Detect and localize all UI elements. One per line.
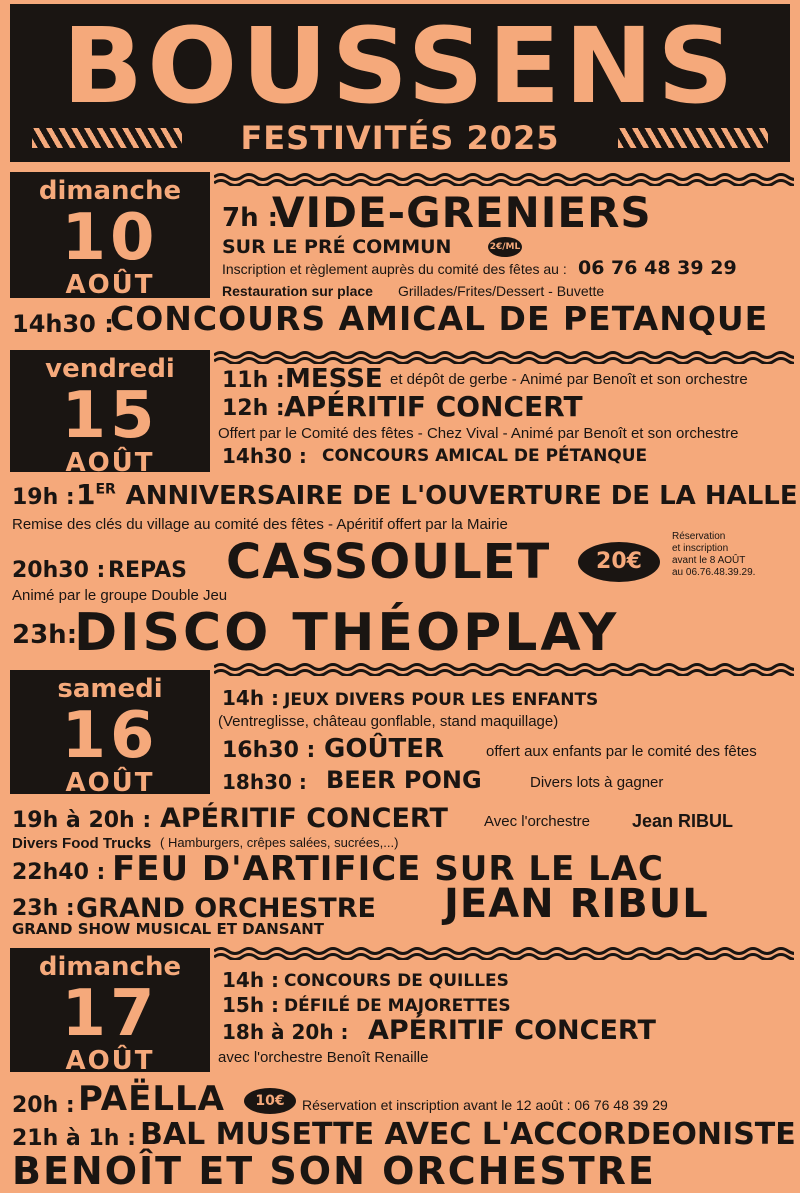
event-title-vide-greniers: VIDE-GRENIERS [272,188,652,237]
event-place: SUR LE PRÉ COMMUN [222,236,452,258]
event-title-orchestre: GRAND ORCHESTRE [76,893,376,924]
date-day: 17 [61,977,159,1051]
event-desc: Offert par le Comité des fêtes - Chez Vival - Animé par Benoît et son orchestre [218,425,739,442]
event-title-aperitif: APÉRITIF CONCERT [368,1015,656,1046]
event-title-aperitif: APÉRITIF CONCERT [160,803,448,834]
event-info: Inscription et règlement auprès du comité des fêtes au : [222,261,567,277]
event-desc: (Ventreglisse, château gonflable, stand maquillage) [218,713,559,730]
event-food: ( Hamburgers, crêpes salées, sucrées,...) [160,835,399,850]
event-food-label: Restauration sur place [222,283,373,299]
event-desc: Divers lots à gagner [530,774,664,791]
event-title-jeux: JEUX DIVERS POUR LES ENFANTS [284,690,599,710]
event-title-feu-artifice: FEU D'ARTIFICE SUR LE LAC [112,849,664,889]
wave-divider [214,172,794,186]
wave-divider [214,946,794,960]
date-month: AOÛT [65,270,155,300]
date-day: 15 [61,379,159,453]
page-title: BOUSSENS [62,5,738,127]
event-time: 15h : [222,993,280,1017]
event-title-aperitif: APÉRITIF CONCERT [284,390,583,423]
date-box-3 [10,670,210,798]
event-title-majorettes: DÉFILÉ DE MAJORETTES [284,996,511,1016]
reservation-note: au 06.76.48.39.29. [672,567,756,578]
date-weekday: vendredi [45,354,175,384]
event-time: 14h : [222,968,280,992]
event-desc: Remise des clés du village au comité des fêtes - Apéritif offert par la Mairie [12,516,508,533]
reservation-note: avant le 8 AOÛT [672,555,746,566]
event-title-anniversaire [76,478,798,511]
event-time: 14h : [222,686,280,710]
reservation-note: Réservation [672,531,726,542]
anniversary-text: ANNIVERSAIRE DE L'OUVERTURE DE LA HALLE [125,481,798,511]
event-food: Grillades/Frites/Dessert - Buvette [398,283,605,299]
event-time: 14h30 : [222,444,307,468]
date-weekday: dimanche [38,176,182,206]
event-artist: Jean RIBUL [632,811,734,831]
event-title-petanque: CONCOURS AMICAL DE PETANQUE [110,299,769,338]
event-title-gouter: GOÛTER [324,734,445,764]
event-time: 18h30 : [222,770,307,794]
date-day: 16 [61,699,159,773]
event-phone: 06 76 48 39 29 [578,257,737,279]
date-month: AOÛT [65,1046,155,1076]
event-time: 19h à 20h : [12,808,152,833]
event-time: 16h30 : [222,738,316,763]
event-time: 7h : [222,203,279,233]
event-desc: Réservation et inscription avant le 12 août : 06 76 48 39 29 [302,1097,668,1113]
event-desc: avec l'orchestre Benoît Renaille [218,1049,429,1066]
event-time: 20h30 : [12,558,106,583]
date-box-4 [10,948,210,1076]
page-subtitle: FESTIVITÉS 2025 [240,119,560,157]
ordinal-suffix: ER [95,481,116,498]
ordinal-number: 1 [76,478,96,511]
event-time: 11h : [222,368,285,393]
poster-header [10,4,790,162]
date-weekday: samedi [57,674,163,704]
event-desc: GRAND SHOW MUSICAL ET DANSANT [12,920,324,938]
event-desc: offert aux enfants par le comité des fêtes [486,743,757,760]
event-title-beer-pong: BEER PONG [326,766,482,794]
event-title-messe: MESSE [285,364,383,394]
date-weekday: dimanche [38,952,182,982]
date-month: AOÛT [65,768,155,798]
event-time: 14h30 : [12,310,114,338]
event-title-bal-musette: BAL MUSETTE AVEC L'ACCORDEONISTE [140,1117,796,1152]
event-title-quilles: CONCOURS DE QUILLES [284,971,509,991]
event-time: 20h : [12,1093,75,1118]
price-badge: 10€ [244,1088,296,1114]
price-badge: 20€ [578,542,660,582]
date-day: 10 [61,201,159,275]
event-title-disco: DISCO THÉOPLAY [74,603,620,663]
event-time: 22h40 : [12,860,106,885]
event-time: 18h à 20h : [222,1020,349,1044]
event-time: 21h à 1h : [12,1126,136,1151]
event-title-paella: PAËLLA [78,1079,225,1119]
event-title-benoit: BENOÎT ET SON ORCHESTRE [12,1149,656,1193]
event-time: 19h : [12,485,75,510]
reservation-note: et inscription [672,543,729,554]
event-title-petanque: CONCOURS AMICAL DE PÉTANQUE [322,446,648,466]
event-time: 12h : [222,396,285,421]
event-time: 23h : [12,896,75,921]
wave-divider [214,662,794,676]
event-desc: Animé par le groupe Double Jeu [12,587,228,604]
event-desc: Avec l'orchestre [484,813,590,830]
wave-divider [214,350,794,364]
event-time: 23h: [12,620,78,650]
date-box-1 [10,172,210,298]
date-month: AOÛT [65,448,155,478]
event-label: REPAS [108,558,187,583]
event-food-label: Divers Food Trucks [12,835,152,852]
event-artist: JEAN RIBUL [444,881,709,927]
event-title-cassoulet: CASSOULET [226,534,551,590]
price-badge: 2€/ML [488,237,522,257]
event-desc: et dépôt de gerbe - Animé par Benoît et son orchestre [390,371,748,388]
date-box-2 [10,350,210,478]
